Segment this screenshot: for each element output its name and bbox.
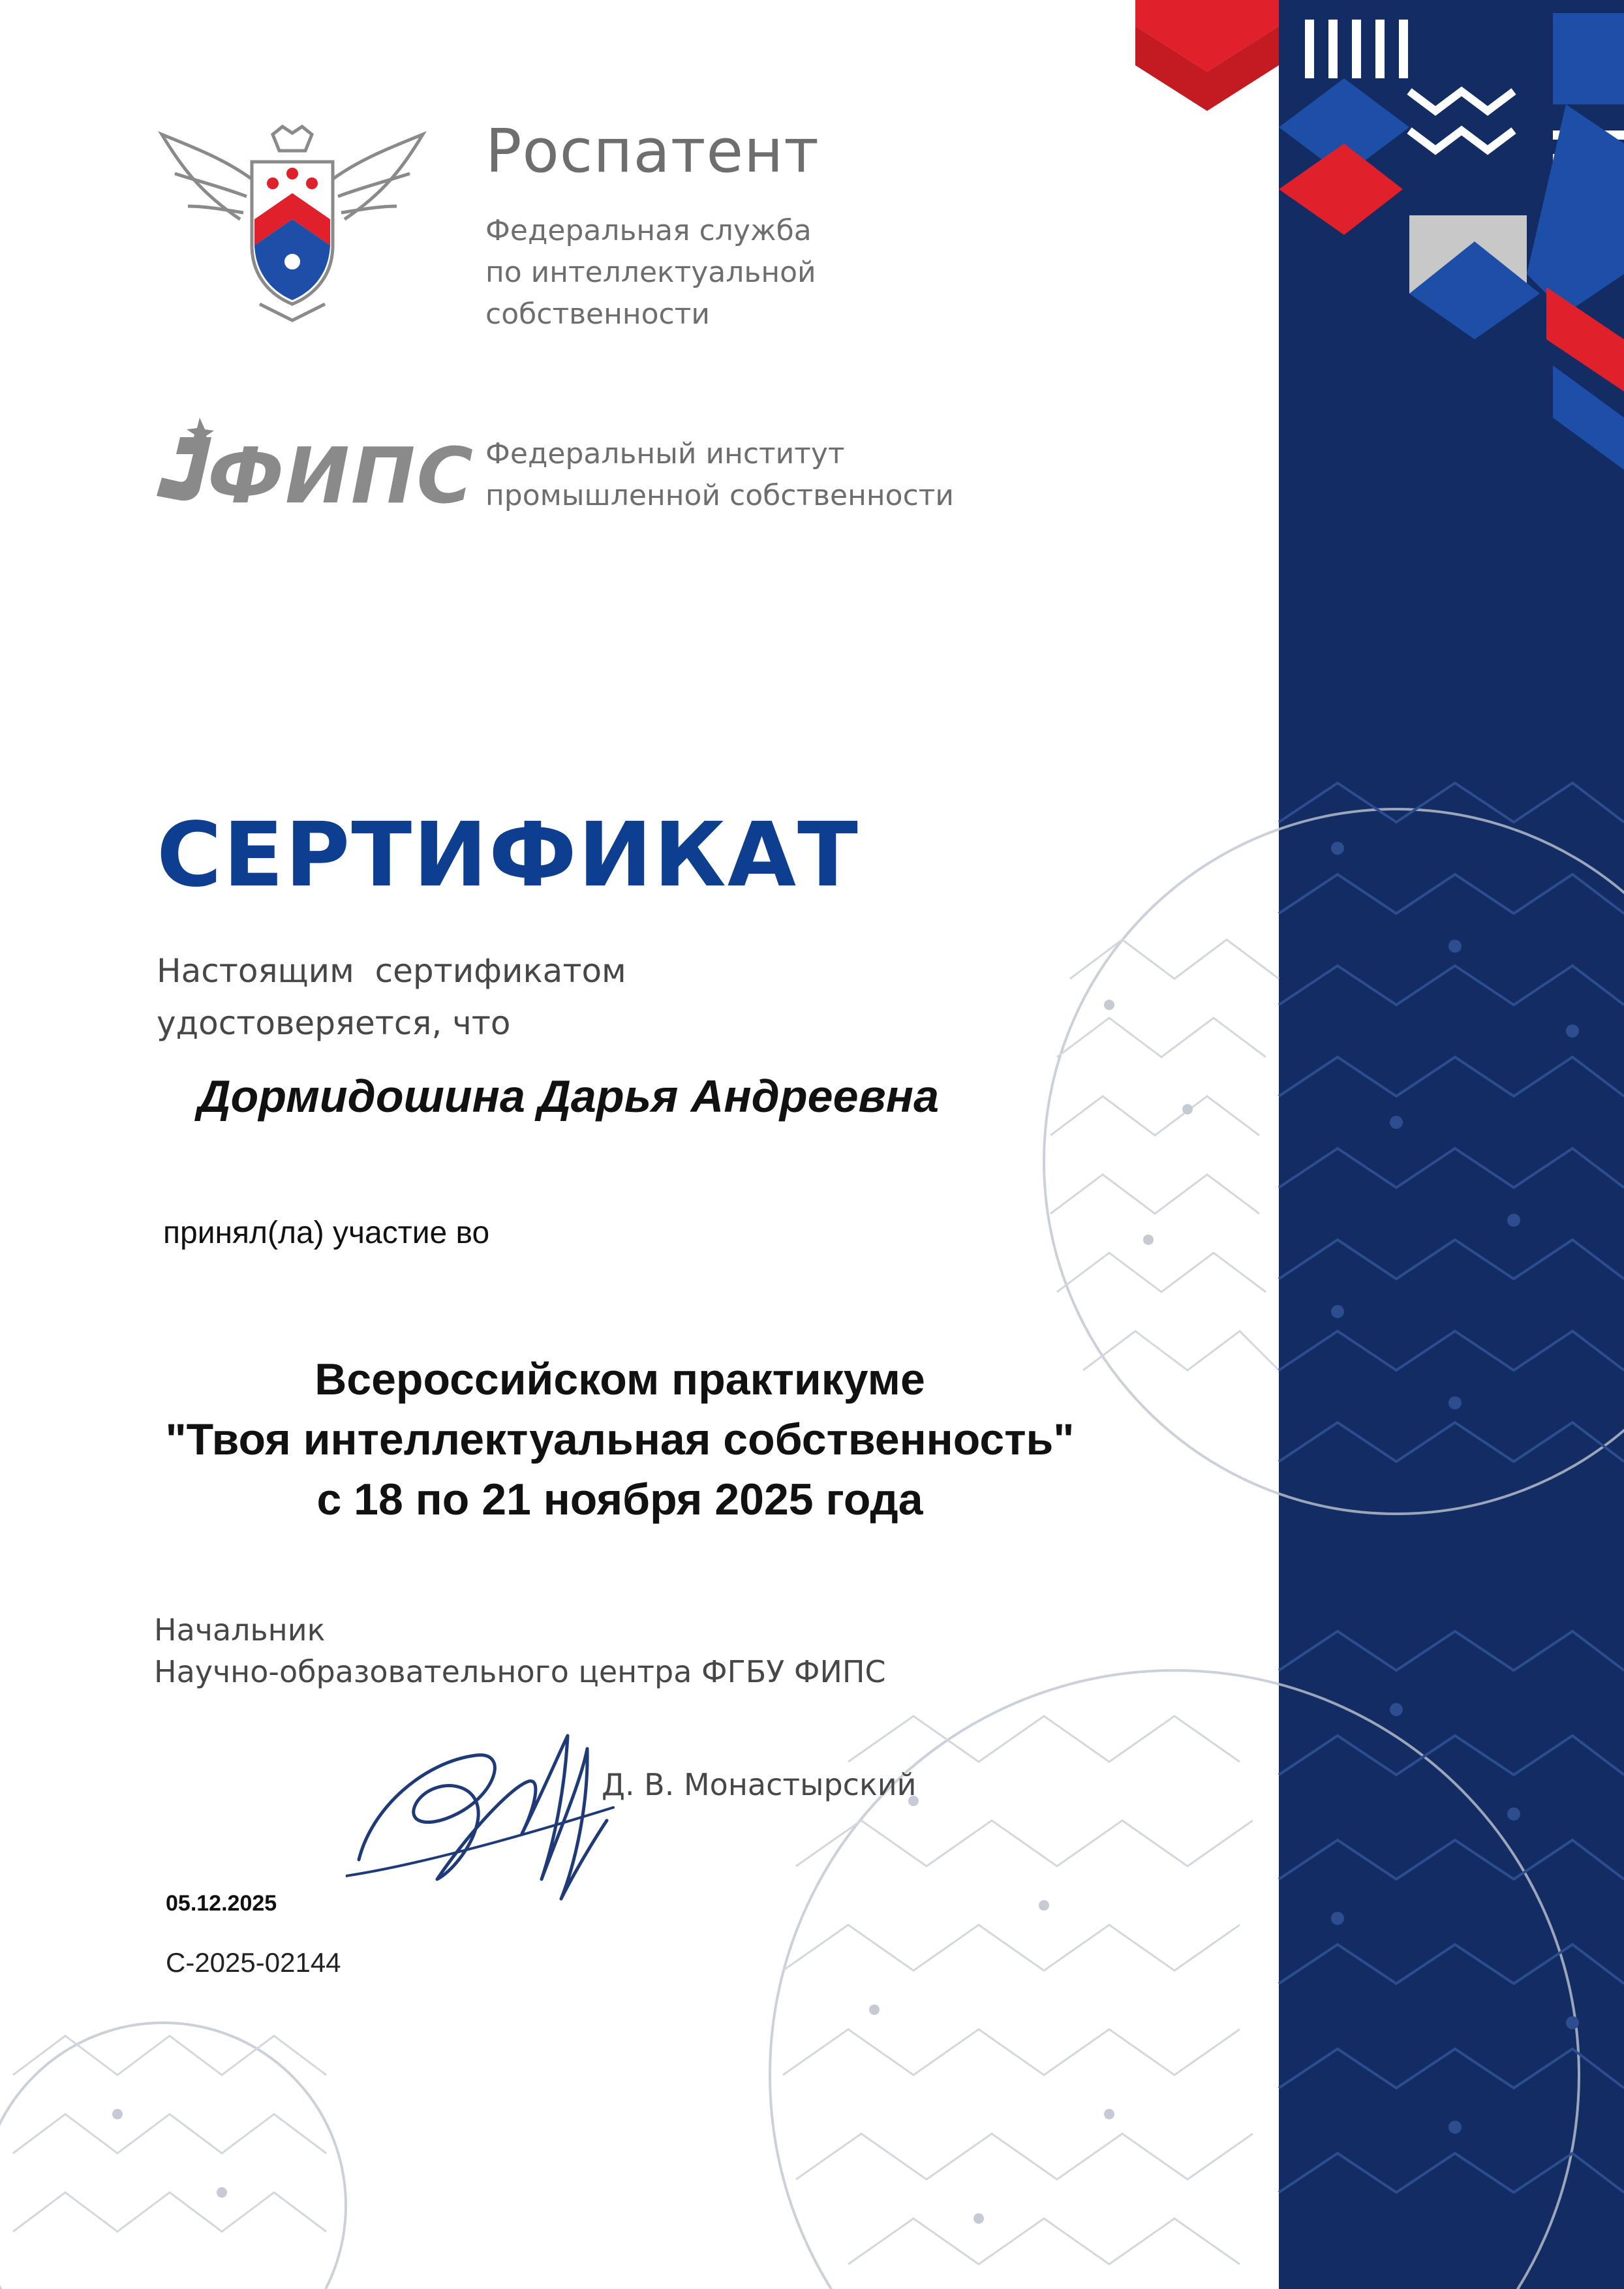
fips-subtitle (485, 433, 954, 517)
rospatent-name: Роспатент (485, 116, 820, 186)
signer-name: Д. В. Монастырский (602, 1767, 917, 1802)
signer-position-line: Научно-образовательного центра ФГБУ ФИПС (154, 1654, 886, 1689)
event-line: "Твоя интеллектуальная собственность" (165, 1415, 1075, 1464)
intro-line: удостоверяется, что (157, 1004, 511, 1042)
rospatent-subtitle-line: Федеральная служба (485, 214, 812, 247)
fips-subtitle-line: Федеральный институт (485, 437, 845, 470)
recipient-name: Дормидошина Дарья Андреевна (197, 1071, 940, 1122)
certificate-title: СЕРТИФИКАТ (157, 804, 859, 907)
event-line: Всероссийском практикуме (314, 1355, 925, 1404)
certificate-intro (157, 945, 626, 1049)
certificate-number: С-2025-02144 (166, 1947, 341, 1978)
event-description (0, 1349, 1240, 1529)
fips-subtitle-line: промышленной собственности (485, 479, 954, 512)
handwritten-signature (346, 1710, 620, 1905)
issue-date: 05.12.2025 (166, 1891, 277, 1916)
rospatent-subtitle-line: собственности (485, 298, 710, 331)
participation-text: принял(ла) участие во (163, 1216, 490, 1250)
intro-line: Настоящим сертификатом (157, 952, 626, 990)
rospatent-subtitle (485, 210, 816, 335)
fips-logo-mark-icon (154, 418, 214, 502)
signer-position (154, 1609, 886, 1693)
rospatent-subtitle-line: по интеллектуальной (485, 256, 816, 289)
fips-logo-text: ФИПС (207, 431, 475, 521)
event-line: с 18 по 21 ноября 2025 года (316, 1475, 923, 1524)
rospatent-eagle-emblem-icon (155, 121, 429, 330)
signer-position-line: Начальник (154, 1612, 326, 1648)
